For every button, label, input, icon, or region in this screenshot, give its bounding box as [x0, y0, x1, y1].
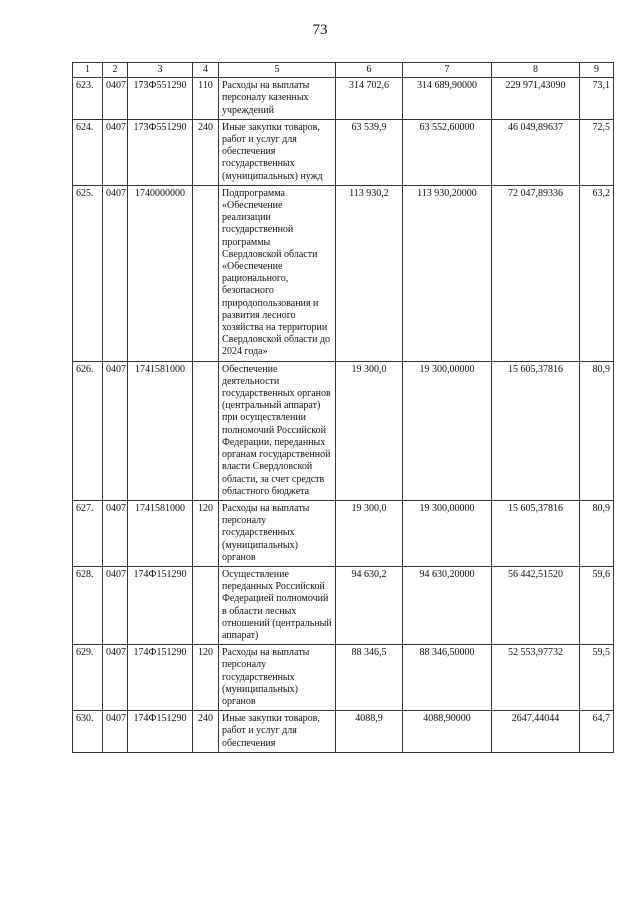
target-article-code: 173Ф551290 [128, 119, 193, 185]
header-cell: 9 [580, 63, 614, 78]
item-name: Расходы на выплаты персоналу государственных (муниципальных) органов [219, 645, 336, 711]
row-number: 627. [73, 500, 103, 566]
header-cell: 8 [492, 63, 580, 78]
row-number: 625. [73, 185, 103, 361]
amount-col-6: 4088,9 [336, 711, 403, 753]
section-code: 0407 [103, 361, 128, 500]
page-number: 73 [312, 22, 328, 38]
table-header-row [73, 63, 614, 78]
header-cell: 7 [403, 63, 492, 78]
amount-col-6: 113 930,2 [336, 185, 403, 361]
amount-col-7: 314 689,90000 [403, 78, 492, 120]
header-cell: 2 [103, 63, 128, 78]
table-row [73, 361, 614, 500]
table-row [73, 500, 614, 566]
target-article-code: 173Ф551290 [128, 78, 193, 120]
table-row [73, 645, 614, 711]
amount-col-8: 229 971,43090 [492, 78, 580, 120]
section-code: 0407 [103, 500, 128, 566]
table-body [73, 78, 614, 753]
header-cell: 1 [73, 63, 103, 78]
section-code: 0407 [103, 645, 128, 711]
section-code: 0407 [103, 119, 128, 185]
row-number: 624. [73, 119, 103, 185]
table-row [73, 711, 614, 753]
amount-col-8: 15 605,37816 [492, 500, 580, 566]
percent-col-9: 63,2 [580, 185, 614, 361]
amount-col-6: 94 630,2 [336, 566, 403, 644]
row-number: 626. [73, 361, 103, 500]
amount-col-7: 63 552,60000 [403, 119, 492, 185]
row-number: 628. [73, 566, 103, 644]
amount-col-8: 2647,44044 [492, 711, 580, 753]
item-name: Обеспечение деятельности государственных органов (центральный аппарат) при осуществлении полномочий Российской Федерации, переданных органам государственной власти Свердловской области, за счет средств областного бюджета [219, 361, 336, 500]
amount-col-7: 19 300,00000 [403, 361, 492, 500]
section-code: 0407 [103, 185, 128, 361]
table-row [73, 185, 614, 361]
target-article-code: 174Ф151290 [128, 645, 193, 711]
header-cell: 3 [128, 63, 193, 78]
item-name: Подпрограмма «Обеспечение реализации государственной программы Свердловской области «Обеспечение рационального, безопасного природопользования и развития лесного хозяйства на территории Свердловской области до 2024 года» [219, 185, 336, 361]
section-code: 0407 [103, 711, 128, 753]
item-name: Осуществление переданных Российской Федерацией полномочий в области лесных отношений (центральный аппарат) [219, 566, 336, 644]
table-row [73, 566, 614, 644]
expense-type-code [193, 185, 219, 361]
percent-col-9: 72,5 [580, 119, 614, 185]
percent-col-9: 64,7 [580, 711, 614, 753]
expense-type-code: 240 [193, 711, 219, 753]
percent-col-9: 80,9 [580, 500, 614, 566]
amount-col-6: 88 346,5 [336, 645, 403, 711]
item-name: Расходы на выплаты персоналу казенных учреждений [219, 78, 336, 120]
row-number: 623. [73, 78, 103, 120]
section-code: 0407 [103, 78, 128, 120]
item-name: Расходы на выплаты персоналу государственных (муниципальных) органов [219, 500, 336, 566]
expense-type-code [193, 566, 219, 644]
amount-col-7: 88 346,50000 [403, 645, 492, 711]
percent-col-9: 73,1 [580, 78, 614, 120]
target-article-code: 1740000000 [128, 185, 193, 361]
header-cell: 5 [219, 63, 336, 78]
expense-type-code: 110 [193, 78, 219, 120]
amount-col-8: 56 442,51520 [492, 566, 580, 644]
target-article-code: 174Ф151290 [128, 711, 193, 753]
percent-col-9: 59,5 [580, 645, 614, 711]
item-name: Иные закупки товаров, работ и услуг для обеспечения [219, 711, 336, 753]
amount-col-8: 72 047,89336 [492, 185, 580, 361]
target-article-code: 1741581000 [128, 361, 193, 500]
table-row [73, 119, 614, 185]
expense-type-code: 240 [193, 119, 219, 185]
amount-col-8: 52 553,97732 [492, 645, 580, 711]
table-row [73, 78, 614, 120]
target-article-code: 1741581000 [128, 500, 193, 566]
amount-col-7: 113 930,20000 [403, 185, 492, 361]
amount-col-7: 19 300,00000 [403, 500, 492, 566]
target-article-code: 174Ф151290 [128, 566, 193, 644]
amount-col-7: 94 630,20000 [403, 566, 492, 644]
amount-col-6: 19 300,0 [336, 500, 403, 566]
row-number: 630. [73, 711, 103, 753]
amount-col-8: 46 049,89637 [492, 119, 580, 185]
header-cell: 6 [336, 63, 403, 78]
expense-type-code: 120 [193, 645, 219, 711]
expense-type-code: 120 [193, 500, 219, 566]
budget-table [72, 62, 614, 753]
row-number: 629. [73, 645, 103, 711]
section-code: 0407 [103, 566, 128, 644]
header-cell: 4 [193, 63, 219, 78]
item-name: Иные закупки товаров, работ и услуг для обеспечения государственных (муниципальных) нужд [219, 119, 336, 185]
amount-col-6: 314 702,6 [336, 78, 403, 120]
expense-type-code [193, 361, 219, 500]
amount-col-6: 63 539,9 [336, 119, 403, 185]
amount-col-7: 4088,90000 [403, 711, 492, 753]
percent-col-9: 59,6 [580, 566, 614, 644]
amount-col-8: 15 605,37816 [492, 361, 580, 500]
percent-col-9: 80,9 [580, 361, 614, 500]
amount-col-6: 19 300,0 [336, 361, 403, 500]
